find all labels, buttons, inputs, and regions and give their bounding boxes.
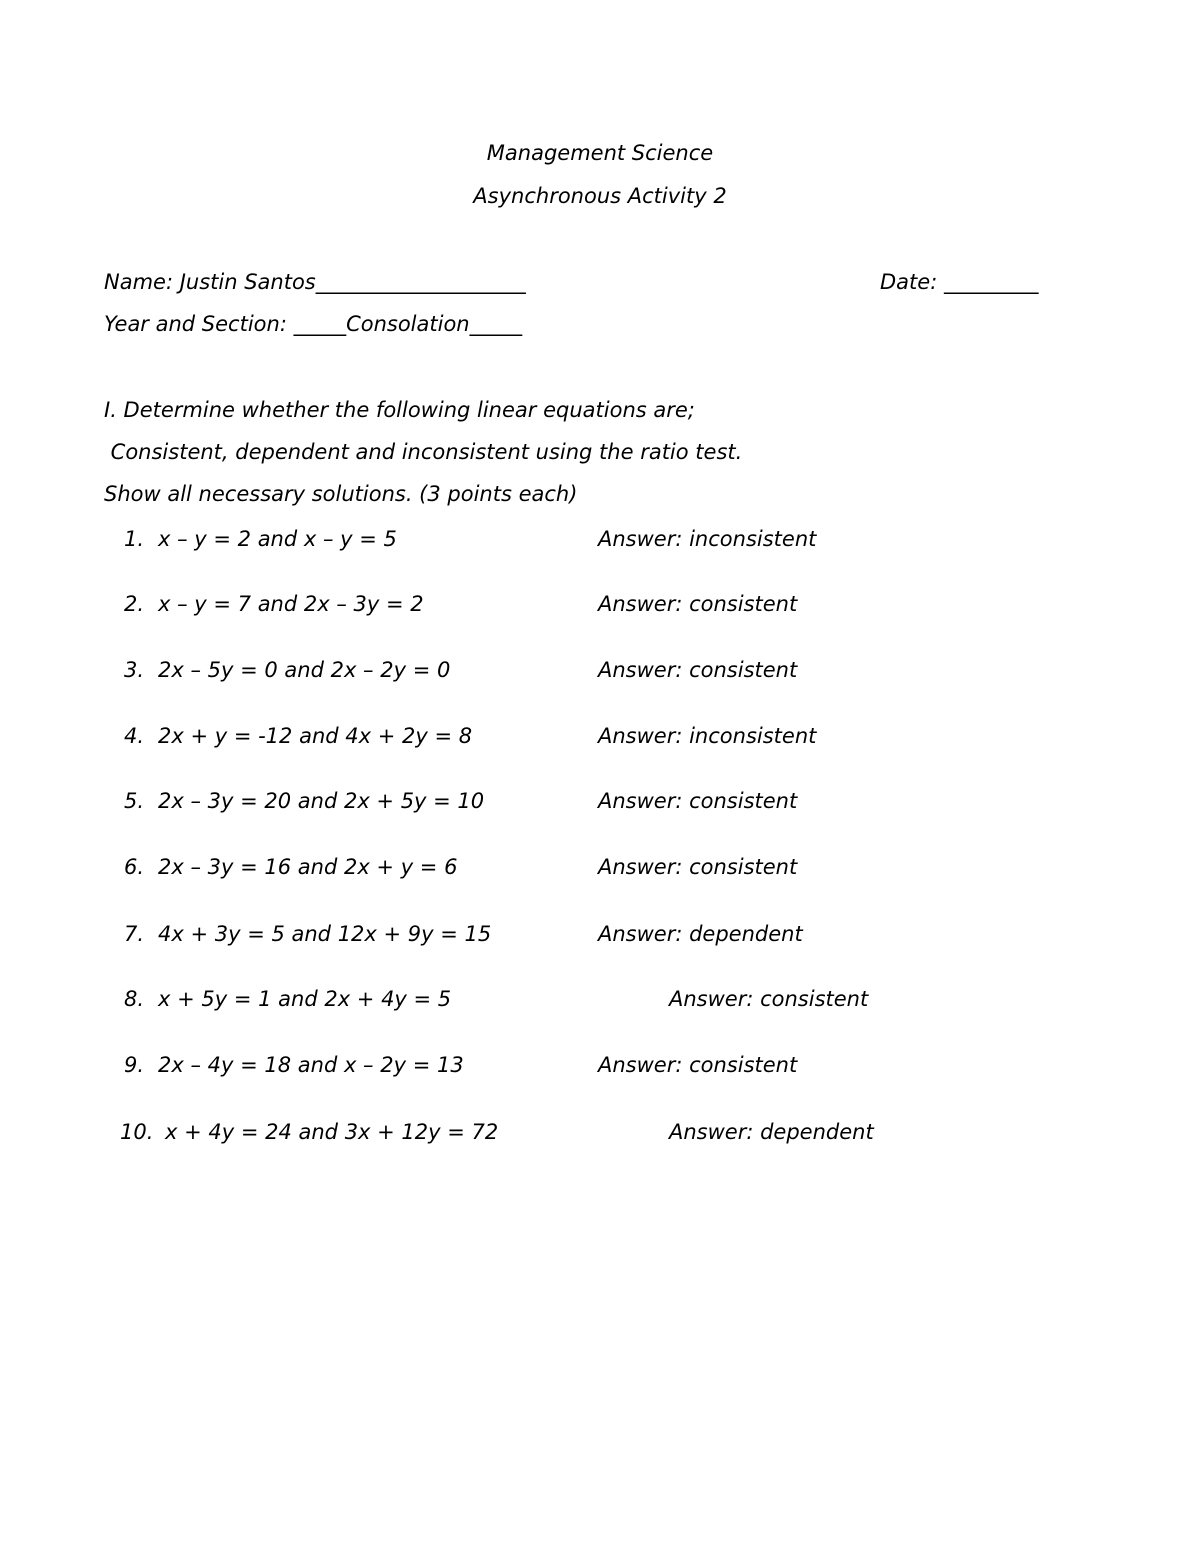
problem-number: 8. [124, 987, 145, 1011]
problem-number: 5. [124, 789, 145, 813]
problem-answer: Answer: inconsistent [598, 527, 817, 551]
problem-equation: 2x – 3y = 20 and 2x + 5y = 10 [158, 789, 485, 813]
problem-answer: Answer: consistent [598, 592, 798, 616]
document-activity-title: Asynchronous Activity 2 [473, 184, 727, 208]
problem-answer: Answer: consistent [598, 855, 798, 879]
problem-answer: Answer: consistent [598, 1053, 798, 1077]
year-section-line: Year and Section: _____Consolation_____ [104, 312, 523, 336]
problem-equation: 2x – 3y = 16 and 2x + y = 6 [158, 855, 458, 879]
problem-answer: Answer: dependent [669, 1120, 874, 1144]
problem-answer: Answer: dependent [598, 922, 803, 946]
problem-number: 2. [124, 592, 145, 616]
problem-number: 6. [124, 855, 145, 879]
instructions-line-3: Show all necessary solutions. (3 points each) [104, 482, 578, 506]
problem-answer: Answer: inconsistent [598, 724, 817, 748]
problem-answer: Answer: consistent [598, 789, 798, 813]
problem-equation: x – y = 2 and x – y = 5 [158, 527, 397, 551]
instructions-line-2: Consistent, dependent and inconsistent using the ratio test. [104, 440, 743, 464]
problem-equation: 2x – 5y = 0 and 2x – 2y = 0 [158, 658, 451, 682]
student-name-line: Name: Justin Santos____________________ [104, 270, 526, 294]
problem-equation: 2x – 4y = 18 and x – 2y = 13 [158, 1053, 464, 1077]
problem-number: 1. [124, 527, 145, 551]
date-line: Date: _________ [880, 270, 1039, 294]
problem-equation: 2x + y = -12 and 4x + 2y = 8 [158, 724, 473, 748]
document-course-title: Management Science [486, 141, 714, 165]
problem-answer: Answer: consistent [669, 987, 869, 1011]
problem-number: 10. [120, 1120, 154, 1144]
problem-equation: x + 5y = 1 and 2x + 4y = 5 [158, 987, 452, 1011]
problem-equation: x + 4y = 24 and 3x + 12y = 72 [165, 1120, 499, 1144]
problem-equation: 4x + 3y = 5 and 12x + 9y = 15 [158, 922, 492, 946]
problem-answer: Answer: consistent [598, 658, 798, 682]
problem-equation: x – y = 7 and 2x – 3y = 2 [158, 592, 424, 616]
instructions-line-1: I. Determine whether the following linear equations are; [104, 398, 695, 422]
problem-number: 7. [124, 922, 145, 946]
problem-number: 4. [124, 724, 145, 748]
problem-number: 9. [124, 1053, 145, 1077]
problem-number: 3. [124, 658, 145, 682]
